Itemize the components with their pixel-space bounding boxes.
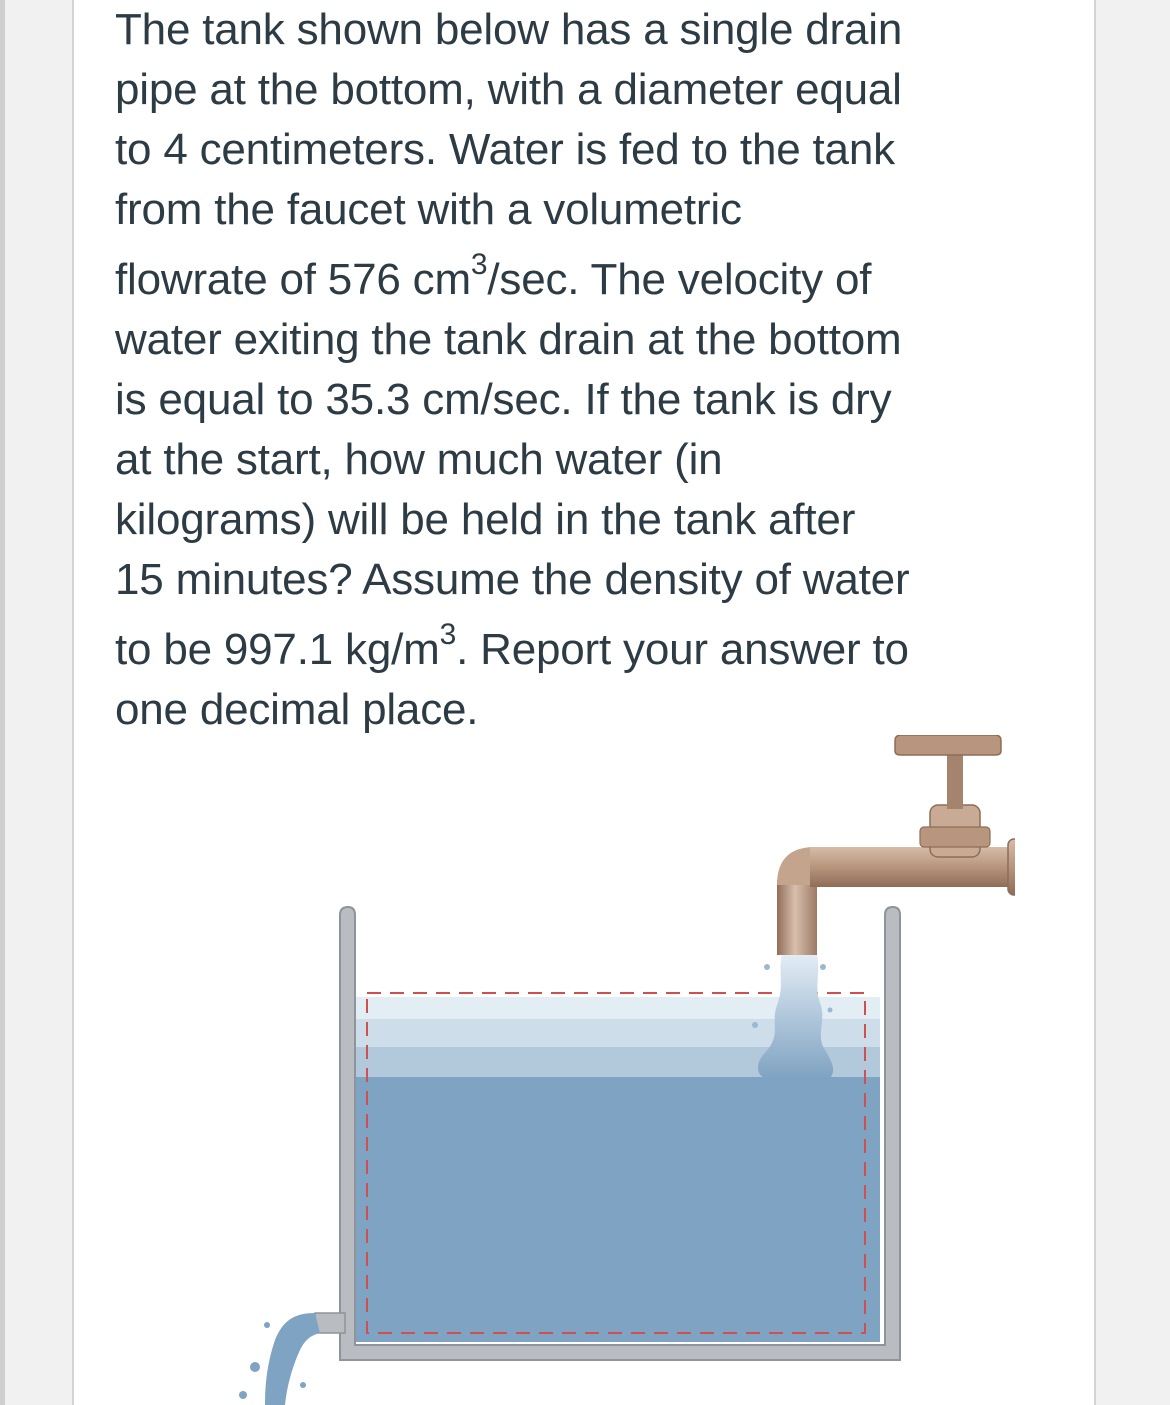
density-text: to be 997.1 kg/m: [115, 625, 440, 674]
flowrate-exponent: 3: [470, 248, 488, 282]
faucet-spout: [777, 880, 817, 955]
water-body: [352, 1077, 880, 1342]
question-line-9: kilograms) will be held in the tank after: [115, 495, 856, 544]
valve-handle: [895, 735, 1001, 755]
question-line-2: pipe at the bottom, with a diameter equal: [115, 65, 902, 114]
question-line-12: one decimal place.: [115, 685, 479, 734]
drain-droplet: [250, 1362, 260, 1372]
question-line-10: 15 minutes? Assume the density of water: [115, 555, 910, 604]
faucet-droplet: [764, 964, 770, 970]
flowrate-tail: /sec. The velocity of: [487, 255, 872, 304]
valve-stem: [947, 749, 963, 809]
faucet-droplet: [828, 1008, 833, 1013]
drain-droplet: [264, 1322, 270, 1328]
density-tail: . Report your answer to: [456, 625, 909, 674]
faucet-coupling: [1008, 839, 1015, 895]
drain-pipe: [315, 1313, 345, 1333]
drain-droplet: [300, 1382, 306, 1388]
question-line-6: water exiting the tank drain at the bottom: [115, 315, 902, 364]
drain-water-stream: [265, 1313, 320, 1405]
question-line-3: to 4 centimeters. Water is fed to the tank: [115, 125, 895, 174]
flowrate-text: flowrate of 576 cm: [115, 255, 471, 304]
question-line-11: [115, 620, 1015, 680]
faucet-droplet: [752, 1022, 758, 1028]
question-line-7: is equal to 35.3 cm/sec. If the tank is dry: [115, 375, 892, 424]
drain-droplet: [239, 1391, 247, 1399]
question-line-1: The tank shown below has a single drain: [115, 5, 903, 54]
faucet-horizontal-pipe: [810, 847, 1015, 887]
question-line-8: at the start, how much water (in: [115, 435, 723, 484]
density-exponent: 3: [439, 618, 457, 652]
faucet-elbow: [777, 847, 815, 885]
question-text: [115, 0, 1015, 740]
tank-diagram: [115, 735, 1015, 1405]
question-line-4: from the faucet with a volumetric: [115, 185, 742, 234]
valve-nut: [920, 827, 990, 847]
left-scroll-edge: [0, 0, 5, 1405]
faucet-droplet: [820, 964, 826, 970]
question-line-5: [115, 250, 1015, 310]
